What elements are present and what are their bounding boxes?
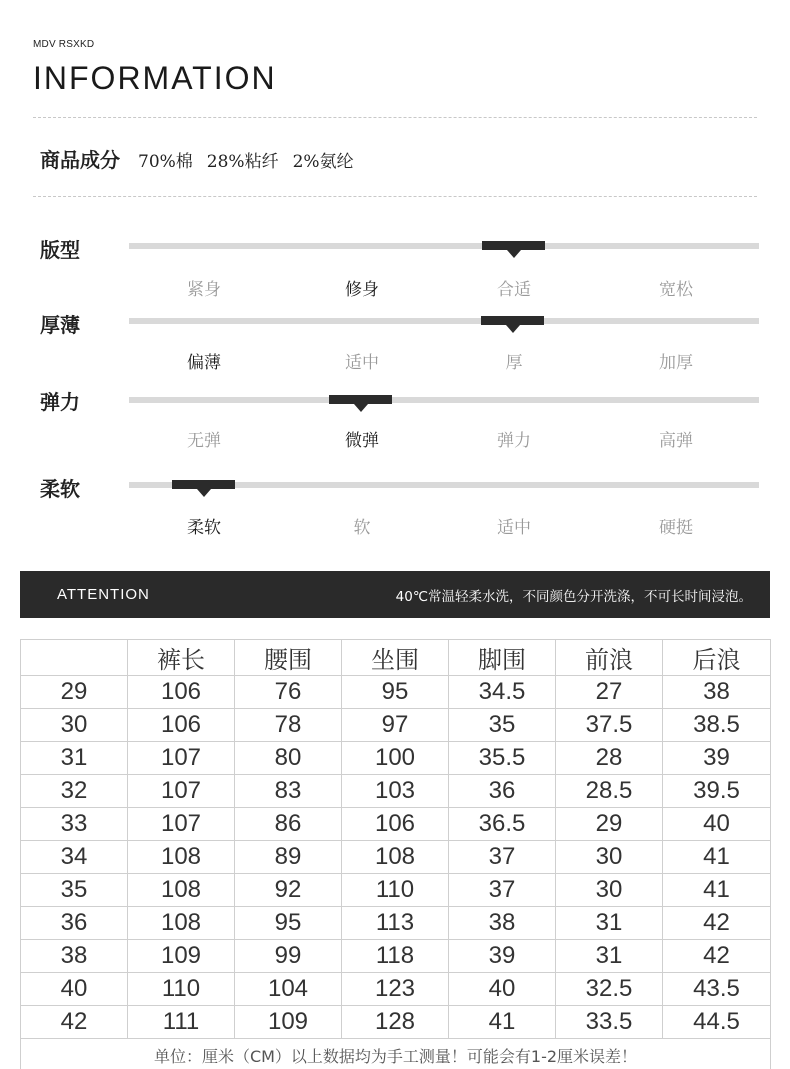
table-cell: 99 — [235, 940, 342, 973]
table-cell: 32.5 — [556, 973, 663, 1006]
table-cell: 110 — [342, 874, 449, 907]
table-cell: 97 — [342, 709, 449, 742]
table-cell: 35 — [449, 709, 556, 742]
divider — [33, 196, 757, 197]
composition-label: 商品成分 — [40, 148, 120, 172]
table-cell: 40 — [663, 808, 771, 841]
size-cell: 34 — [21, 841, 128, 874]
table-cell: 108 — [128, 841, 235, 874]
size-cell: 31 — [21, 742, 128, 775]
size-cell: 36 — [21, 907, 128, 940]
table-cell: 107 — [128, 742, 235, 775]
brand-name: MDV RSXKD — [33, 39, 95, 50]
table-header-row — [21, 640, 771, 676]
table-row — [21, 973, 771, 1006]
size-cell: 38 — [21, 940, 128, 973]
table-cell: 89 — [235, 841, 342, 874]
composition-item: 70%棉 — [138, 152, 193, 172]
table-row — [21, 676, 771, 709]
table-cell: 31 — [556, 907, 663, 940]
size-cell: 35 — [21, 874, 128, 907]
table-cell: 30 — [556, 874, 663, 907]
size-cell: 32 — [21, 775, 128, 808]
composition-row — [40, 144, 368, 173]
attribute-option: 厚 — [505, 353, 523, 373]
table-cell: 118 — [342, 940, 449, 973]
table-cell: 39 — [663, 742, 771, 775]
attribute-label: 版型 — [40, 238, 80, 262]
table-cell: 95 — [342, 676, 449, 709]
table-cell: 86 — [235, 808, 342, 841]
table-note: 单位：厘米（CM）以上数据均为手工测量！可能会有1-2厘米误差！ — [21, 1039, 771, 1069]
table-cell: 37 — [449, 841, 556, 874]
attribute-option: 适中 — [497, 518, 531, 538]
table-cell: 37.5 — [556, 709, 663, 742]
table-cell: 123 — [342, 973, 449, 1006]
table-row — [21, 874, 771, 907]
table-cell: 41 — [663, 841, 771, 874]
table-cell: 107 — [128, 775, 235, 808]
table-cell: 103 — [342, 775, 449, 808]
attribute-option: 无弹 — [187, 431, 221, 451]
table-cell: 38 — [449, 907, 556, 940]
attribute-track — [129, 318, 759, 324]
table-cell: 108 — [128, 874, 235, 907]
table-cell: 27 — [556, 676, 663, 709]
table-cell: 109 — [235, 1006, 342, 1039]
attention-text: 40℃常温轻柔水洗，不同颜色分开洗涤，不可长时间浸泡。 — [395, 589, 752, 605]
table-cell: 110 — [128, 973, 235, 1006]
table-cell: 33.5 — [556, 1006, 663, 1039]
table-cell: 39.5 — [663, 775, 771, 808]
attribute-track — [129, 243, 759, 249]
table-cell: 38 — [663, 676, 771, 709]
table-cell: 36.5 — [449, 808, 556, 841]
table-cell: 39 — [449, 940, 556, 973]
table-row — [21, 940, 771, 973]
table-cell: 42 — [663, 940, 771, 973]
size-cell: 30 — [21, 709, 128, 742]
attribute-track — [129, 397, 759, 403]
table-row — [21, 808, 771, 841]
column-header: 后浪 — [663, 640, 771, 676]
table-cell: 31 — [556, 940, 663, 973]
table-cell: 44.5 — [663, 1006, 771, 1039]
table-cell: 41 — [663, 874, 771, 907]
table-note-row — [21, 1039, 771, 1069]
attribute-option: 宽松 — [659, 280, 693, 300]
column-header: 脚围 — [449, 640, 556, 676]
table-cell: 109 — [128, 940, 235, 973]
size-cell: 33 — [21, 808, 128, 841]
attribute-option: 紧身 — [187, 280, 221, 300]
selected-marker — [482, 241, 545, 250]
size-cell: 29 — [21, 676, 128, 709]
attribute-label: 弹力 — [40, 390, 80, 414]
table-row — [21, 775, 771, 808]
table-cell: 40 — [449, 973, 556, 1006]
divider — [33, 117, 757, 118]
table-cell: 36 — [449, 775, 556, 808]
table-cell: 43.5 — [663, 973, 771, 1006]
selected-marker — [329, 395, 392, 404]
table-cell: 106 — [128, 709, 235, 742]
table-cell: 30 — [556, 841, 663, 874]
table-row — [21, 1006, 771, 1039]
size-cell: 40 — [21, 973, 128, 1006]
table-row — [21, 709, 771, 742]
table-row — [21, 742, 771, 775]
attribute-option: 高弹 — [659, 431, 693, 451]
composition-item: 28%粘纤 — [206, 152, 279, 172]
attribute-track — [129, 482, 759, 488]
table-cell: 76 — [235, 676, 342, 709]
table-cell: 28 — [556, 742, 663, 775]
attribute-option: 加厚 — [659, 353, 693, 373]
attribute-option: 合适 — [497, 280, 531, 300]
column-header: 腰围 — [235, 640, 342, 676]
table-cell: 29 — [556, 808, 663, 841]
attribute-label: 柔软 — [40, 477, 80, 501]
column-header: 坐围 — [342, 640, 449, 676]
page-title: INFORMATION — [33, 60, 277, 96]
column-header: 前浪 — [556, 640, 663, 676]
table-cell: 111 — [128, 1006, 235, 1039]
attribute-option: 适中 — [345, 353, 379, 373]
attention-bar — [20, 571, 770, 618]
attribute-option: 硬挺 — [659, 518, 693, 538]
attribute-option: 软 — [353, 518, 371, 538]
table-row — [21, 907, 771, 940]
table-cell: 108 — [342, 841, 449, 874]
table-cell: 41 — [449, 1006, 556, 1039]
table-cell: 35.5 — [449, 742, 556, 775]
table-cell: 78 — [235, 709, 342, 742]
table-cell: 37 — [449, 874, 556, 907]
table-cell: 108 — [128, 907, 235, 940]
attribute-option: 偏薄 — [187, 353, 221, 373]
composition-item: 2%氨纶 — [292, 152, 354, 172]
table-cell: 92 — [235, 874, 342, 907]
table-cell: 83 — [235, 775, 342, 808]
selected-marker — [172, 480, 235, 489]
column-header — [21, 640, 128, 676]
table-cell: 80 — [235, 742, 342, 775]
attribute-option: 弹力 — [497, 431, 531, 451]
table-cell: 106 — [342, 808, 449, 841]
size-cell: 42 — [21, 1006, 128, 1039]
attribute-option: 微弹 — [345, 431, 379, 451]
table-cell: 95 — [235, 907, 342, 940]
table-row — [21, 841, 771, 874]
table-cell: 113 — [342, 907, 449, 940]
attribute-option: 柔软 — [187, 518, 221, 538]
column-header: 裤长 — [128, 640, 235, 676]
table-cell: 100 — [342, 742, 449, 775]
table-cell: 107 — [128, 808, 235, 841]
table-cell: 42 — [663, 907, 771, 940]
table-cell: 28.5 — [556, 775, 663, 808]
attribute-label: 厚薄 — [40, 313, 80, 337]
selected-marker — [481, 316, 544, 325]
table-cell: 38.5 — [663, 709, 771, 742]
table-cell: 128 — [342, 1006, 449, 1039]
size-table — [20, 639, 771, 1069]
attention-title: ATTENTION — [57, 586, 150, 603]
table-cell: 34.5 — [449, 676, 556, 709]
table-cell: 104 — [235, 973, 342, 1006]
table-cell: 106 — [128, 676, 235, 709]
attribute-option: 修身 — [345, 280, 379, 300]
